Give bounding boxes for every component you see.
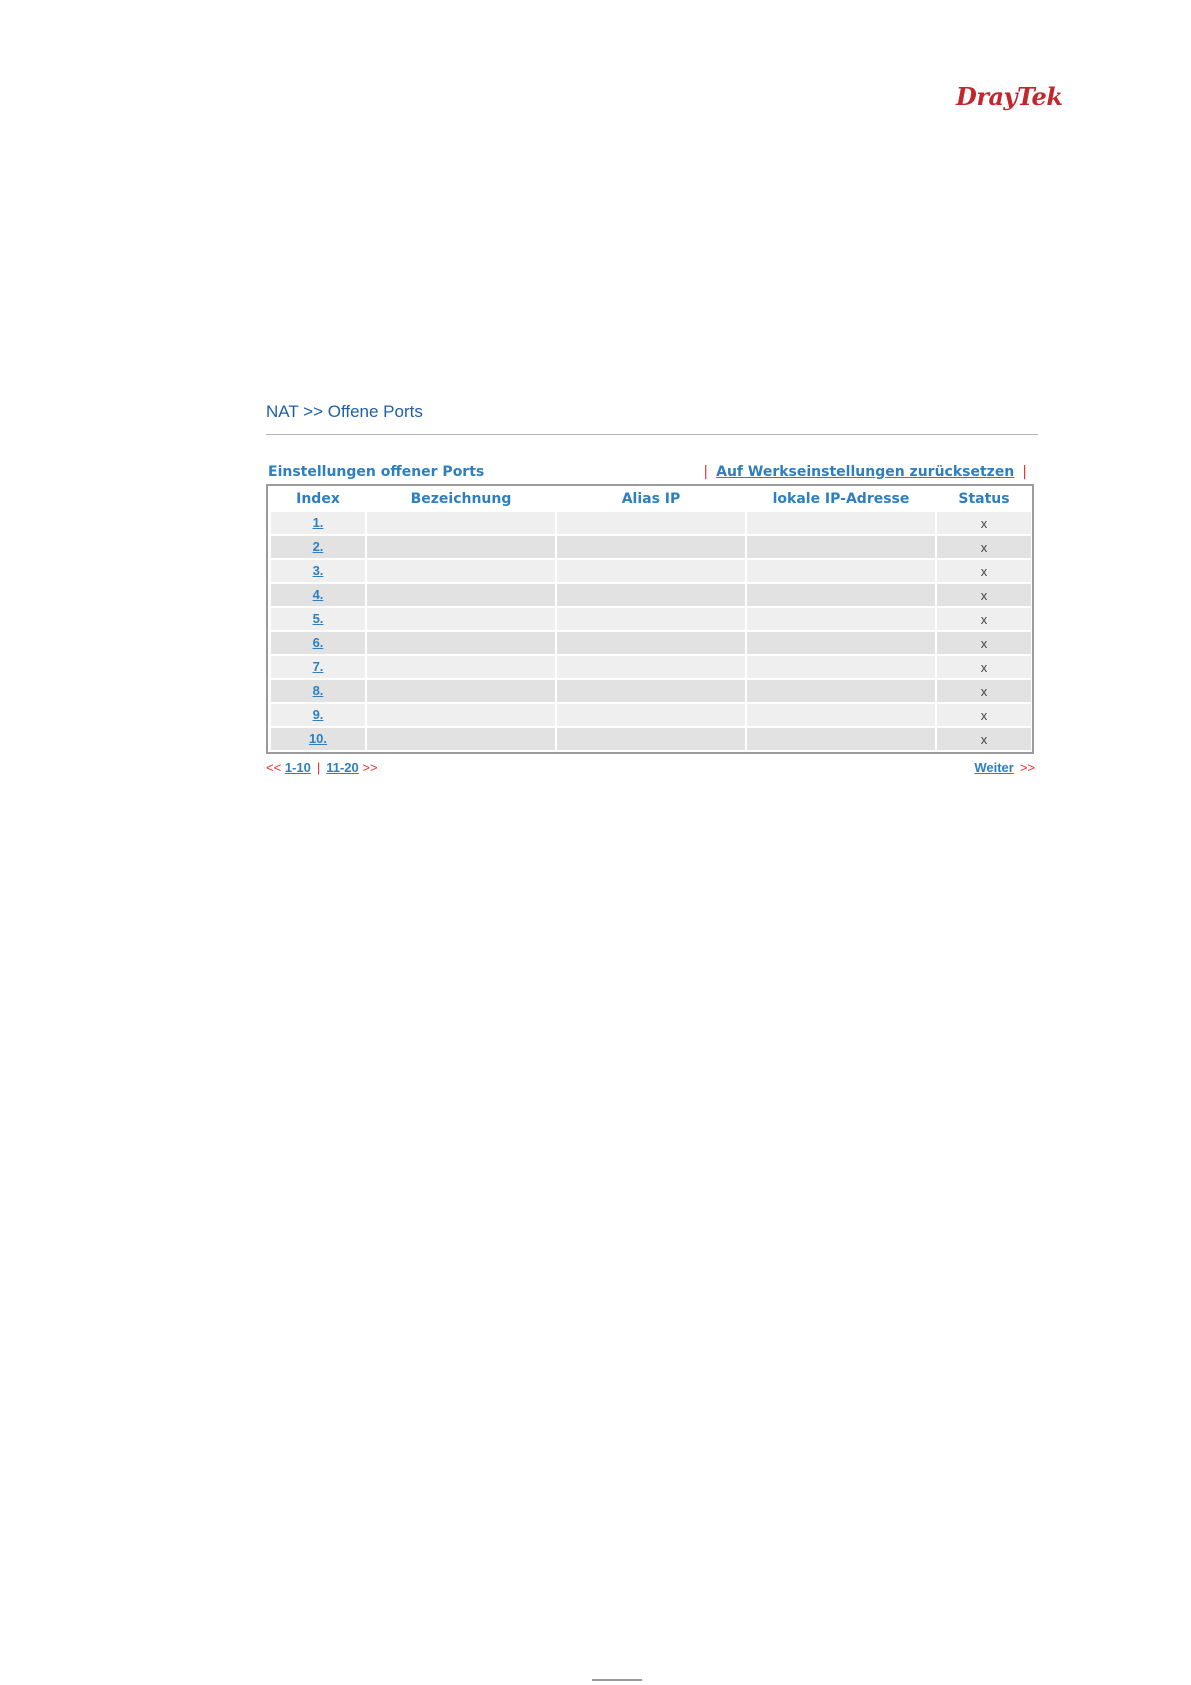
- cell-alias-ip: [557, 680, 745, 702]
- table-row: [271, 512, 1031, 534]
- table-row: [271, 704, 1031, 726]
- cell-local-ip: [747, 632, 935, 654]
- cell-index: [271, 608, 365, 630]
- next-arrow: >>: [1019, 760, 1035, 775]
- cell-alias-ip: [557, 608, 745, 630]
- header-status: Status: [958, 491, 1010, 507]
- footer-mark: [592, 1679, 642, 1681]
- table-row: [271, 536, 1031, 558]
- cell-status: x: [937, 728, 1031, 750]
- cell-name: [367, 536, 555, 558]
- cell-status: x: [937, 512, 1031, 534]
- link-separator: |: [1022, 464, 1027, 480]
- section-title: Einstellungen offener Ports: [268, 464, 485, 480]
- cell-index: [271, 728, 365, 750]
- cell-name: [367, 632, 555, 654]
- cell-name: [367, 512, 555, 534]
- row-index-link[interactable]: 8.: [312, 683, 324, 698]
- cell-name: [367, 704, 555, 726]
- cell-name: [367, 560, 555, 582]
- header-index: Index: [296, 491, 340, 507]
- cell-alias-ip: [557, 584, 745, 606]
- cell-name: [367, 608, 555, 630]
- cell-name: [367, 584, 555, 606]
- cell-status: x: [937, 632, 1031, 654]
- row-index-link[interactable]: 7.: [312, 659, 324, 674]
- cell-alias-ip: [557, 728, 745, 750]
- row-index-link[interactable]: 9.: [312, 707, 324, 722]
- next-page-link[interactable]: Weiter: [974, 760, 1014, 775]
- prev-arrow: <<: [266, 760, 282, 775]
- row-index-link[interactable]: 5.: [312, 611, 324, 626]
- cell-local-ip: [747, 704, 935, 726]
- cell-index: [271, 560, 365, 582]
- cell-status: x: [937, 584, 1031, 606]
- table-row: [271, 680, 1031, 702]
- cell-local-ip: [747, 656, 935, 678]
- cell-status: x: [937, 536, 1031, 558]
- header-name: Bezeichnung: [410, 491, 512, 507]
- table-row: [271, 632, 1031, 654]
- table-row: [271, 656, 1031, 678]
- pagination: [266, 760, 378, 775]
- cell-index: [271, 704, 365, 726]
- logo-text-tek: Tek: [1016, 82, 1063, 111]
- table-row: [271, 728, 1031, 750]
- table-row: [271, 608, 1031, 630]
- open-ports-table: [266, 484, 1034, 754]
- cell-local-ip: [747, 728, 935, 750]
- section-links: [695, 464, 1035, 480]
- cell-alias-ip: [557, 704, 745, 726]
- pager-separator: |: [316, 760, 321, 775]
- cell-alias-ip: [557, 632, 745, 654]
- cell-alias-ip: [557, 536, 745, 558]
- row-index-link[interactable]: 10.: [308, 731, 328, 746]
- link-separator: |: [703, 464, 709, 480]
- cell-local-ip: [747, 512, 935, 534]
- cell-index: [271, 584, 365, 606]
- row-index-link[interactable]: 1.: [312, 515, 324, 530]
- reset-defaults-link[interactable]: Auf Werkseinstellungen zurücksetzen: [716, 464, 1015, 480]
- cell-alias-ip: [557, 512, 745, 534]
- header-alias-ip: Alias IP: [621, 491, 681, 507]
- next-arrow-short: >>: [362, 760, 378, 775]
- page-link-1-10[interactable]: 1-10: [284, 760, 311, 775]
- cell-local-ip: [747, 560, 935, 582]
- next-nav: [974, 760, 1035, 775]
- divider: [266, 434, 1038, 435]
- cell-name: [367, 728, 555, 750]
- table-header-row: [271, 488, 1031, 510]
- cell-alias-ip: [557, 560, 745, 582]
- row-index-link[interactable]: 3.: [312, 563, 324, 578]
- table-row: [271, 584, 1031, 606]
- cell-status: x: [937, 608, 1031, 630]
- cell-alias-ip: [557, 656, 745, 678]
- page-link-11-20[interactable]: 11-20: [326, 760, 359, 775]
- cell-local-ip: [747, 536, 935, 558]
- cell-status: x: [937, 560, 1031, 582]
- cell-status: x: [937, 704, 1031, 726]
- breadcrumb: NAT >> Offene Ports: [266, 402, 423, 421]
- cell-index: [271, 680, 365, 702]
- table-row: [271, 560, 1031, 582]
- cell-local-ip: [747, 608, 935, 630]
- cell-local-ip: [747, 680, 935, 702]
- cell-name: [367, 656, 555, 678]
- cell-index: [271, 656, 365, 678]
- cell-index: [271, 512, 365, 534]
- cell-status: x: [937, 680, 1031, 702]
- logo-text-dray: Dray: [956, 82, 1017, 111]
- cell-local-ip: [747, 584, 935, 606]
- cell-status: x: [937, 656, 1031, 678]
- cell-index: [271, 632, 365, 654]
- row-index-link[interactable]: 2.: [312, 539, 324, 554]
- draytek-logo: [956, 82, 1062, 111]
- cell-name: [367, 680, 555, 702]
- header-local-ip: lokale IP-Adresse: [772, 491, 910, 507]
- cell-index: [271, 536, 365, 558]
- row-index-link[interactable]: 6.: [312, 635, 324, 650]
- row-index-link[interactable]: 4.: [312, 587, 324, 602]
